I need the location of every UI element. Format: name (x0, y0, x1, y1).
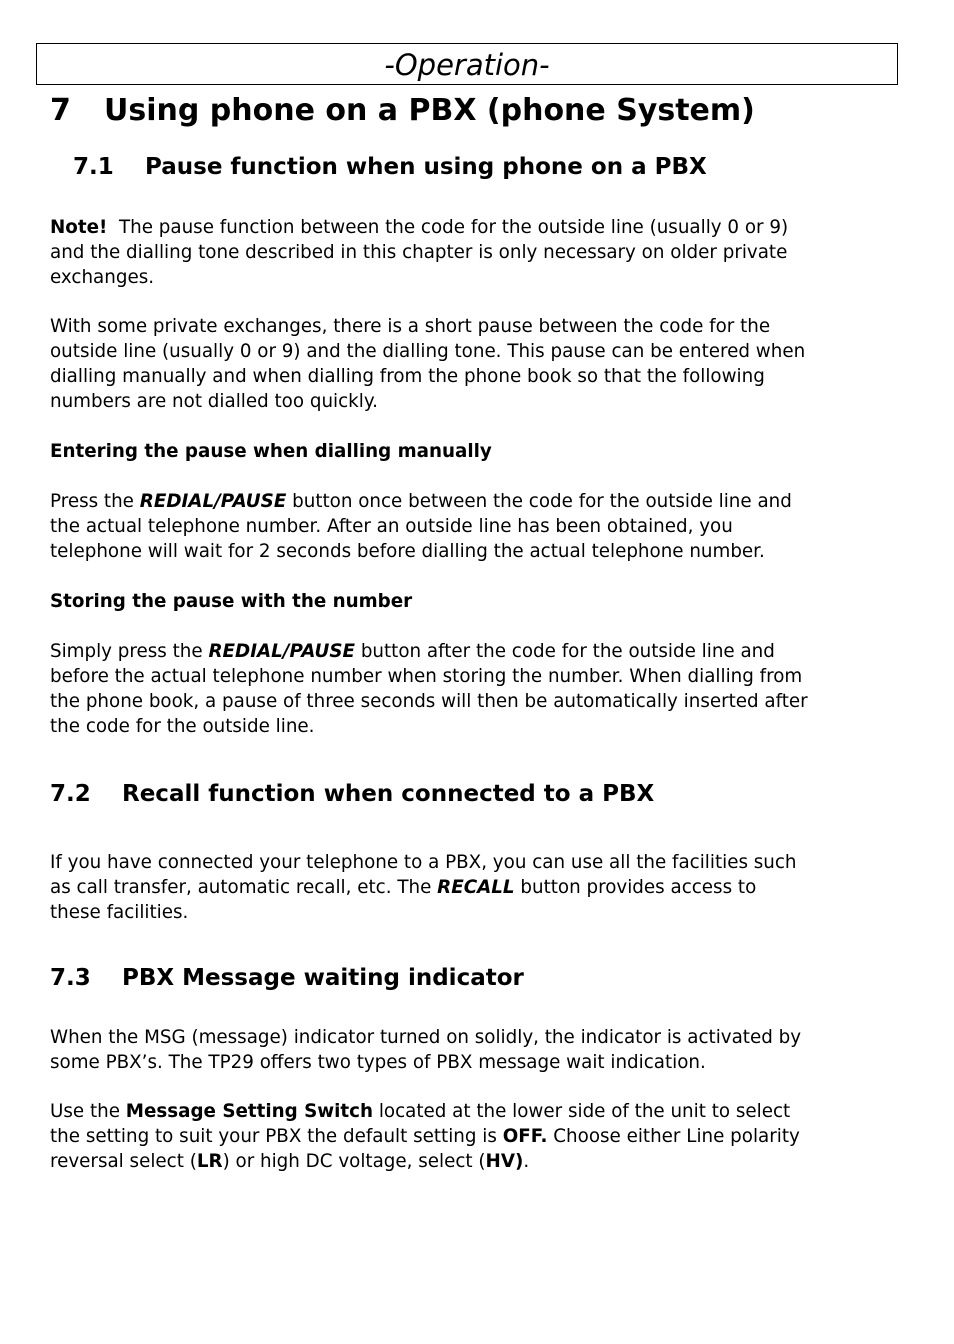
msg-setting-paragraph (50, 1099, 900, 1174)
msg-indicator-paragraph (50, 1025, 900, 1075)
paragraph-line: the code for the outside line. (50, 716, 315, 737)
section-7-2-title: Recall function when connected to a PBX (122, 781, 655, 807)
text-fragment: Choose either Line polarity (547, 1126, 800, 1147)
recall-key: RECALL (437, 877, 515, 898)
section-7-2-number: 7.2 (50, 781, 91, 807)
redial-pause-key: REDIAL/PAUSE (139, 491, 287, 512)
section-7-1-heading (73, 152, 707, 182)
section-7-2-heading (50, 779, 654, 809)
note-label: Note! (50, 217, 108, 238)
paragraph-line: With some private exchanges, there is a short pause between the code for the (50, 316, 771, 337)
text-fragment: . (523, 1151, 530, 1172)
paragraph-line: When the MSG (message) indicator turned on solidly, the indicator is activated by (50, 1027, 802, 1048)
manual-pause-paragraph (50, 489, 900, 564)
header-title: -Operation- (384, 48, 550, 82)
note-paragraph (50, 215, 900, 290)
note-line: and the dialling tone described in this chapter is only necessary on older private (50, 242, 788, 263)
text-fragment: button provides access to (514, 877, 757, 898)
chapter-heading (50, 92, 755, 130)
chapter-title: Using phone on a PBX (phone System) (104, 93, 755, 128)
paragraph-line: outside line (usually 0 or 9) and the dialling tone. This pause can be entered when (50, 341, 806, 362)
text-fragment: button after the code for the outside line and (355, 641, 775, 662)
text-fragment: located at the lower side of the unit to select (373, 1101, 791, 1122)
paragraph-line: before the actual telephone number when storing the number. When dialling from (50, 666, 803, 687)
paragraph-line: the phone book, a pause of three seconds will then be automatically inserted after (50, 691, 808, 712)
paragraph-line: these facilities. (50, 902, 189, 923)
section-7-1-number: 7.1 (73, 154, 114, 180)
section-7-3-heading (50, 963, 524, 993)
text-fragment: ) or high DC voltage, select ( (222, 1151, 486, 1172)
section-7-3-title: PBX Message waiting indicator (122, 965, 524, 991)
text-fragment: Press the (50, 491, 140, 512)
page-header (36, 43, 898, 85)
note-line: The pause function between the code for the outside line (usually 0 or 9) (118, 217, 789, 238)
section-7-3-number: 7.3 (50, 965, 91, 991)
subheading-manual-pause: Entering the pause when dialling manually (50, 441, 492, 462)
paragraph-line: dialling manually and when dialling from the phone book so that the following (50, 366, 765, 387)
lr-setting-label: LR (196, 1151, 223, 1172)
text-fragment: as call transfer, automatic recall, etc. The (50, 877, 438, 898)
recall-paragraph (50, 850, 900, 925)
text-fragment: the setting to suit your PBX the default setting is (50, 1126, 503, 1147)
paragraph-line: numbers are not dialled too quickly. (50, 391, 378, 412)
note-line: exchanges. (50, 267, 155, 288)
text-fragment: button once between the code for the outside line and (286, 491, 792, 512)
text-fragment: Simply press the (50, 641, 209, 662)
pause-intro-paragraph (50, 314, 900, 414)
paragraph-line: some PBX’s. The TP29 offers two types of PBX message wait indication. (50, 1052, 706, 1073)
store-pause-paragraph (50, 639, 900, 739)
text-fragment: reversal select ( (50, 1151, 197, 1172)
text-fragment: Use the (50, 1101, 126, 1122)
paragraph-line: telephone will wait for 2 seconds before dialling the actual telephone number. (50, 541, 765, 562)
subheading-store-pause: Storing the pause with the number (50, 591, 413, 612)
hv-setting-label: HV) (485, 1151, 524, 1172)
paragraph-line: the actual telephone number. After an outside line has been obtained, you (50, 516, 733, 537)
redial-pause-key: REDIAL/PAUSE (208, 641, 356, 662)
section-7-1-title: Pause function when using phone on a PBX (145, 154, 707, 180)
paragraph-line: If you have connected your telephone to a PBX, you can use all the facilities such (50, 852, 797, 873)
message-setting-switch-label: Message Setting Switch (125, 1101, 374, 1122)
off-setting-label: OFF. (502, 1126, 548, 1147)
chapter-number: 7 (50, 93, 71, 128)
